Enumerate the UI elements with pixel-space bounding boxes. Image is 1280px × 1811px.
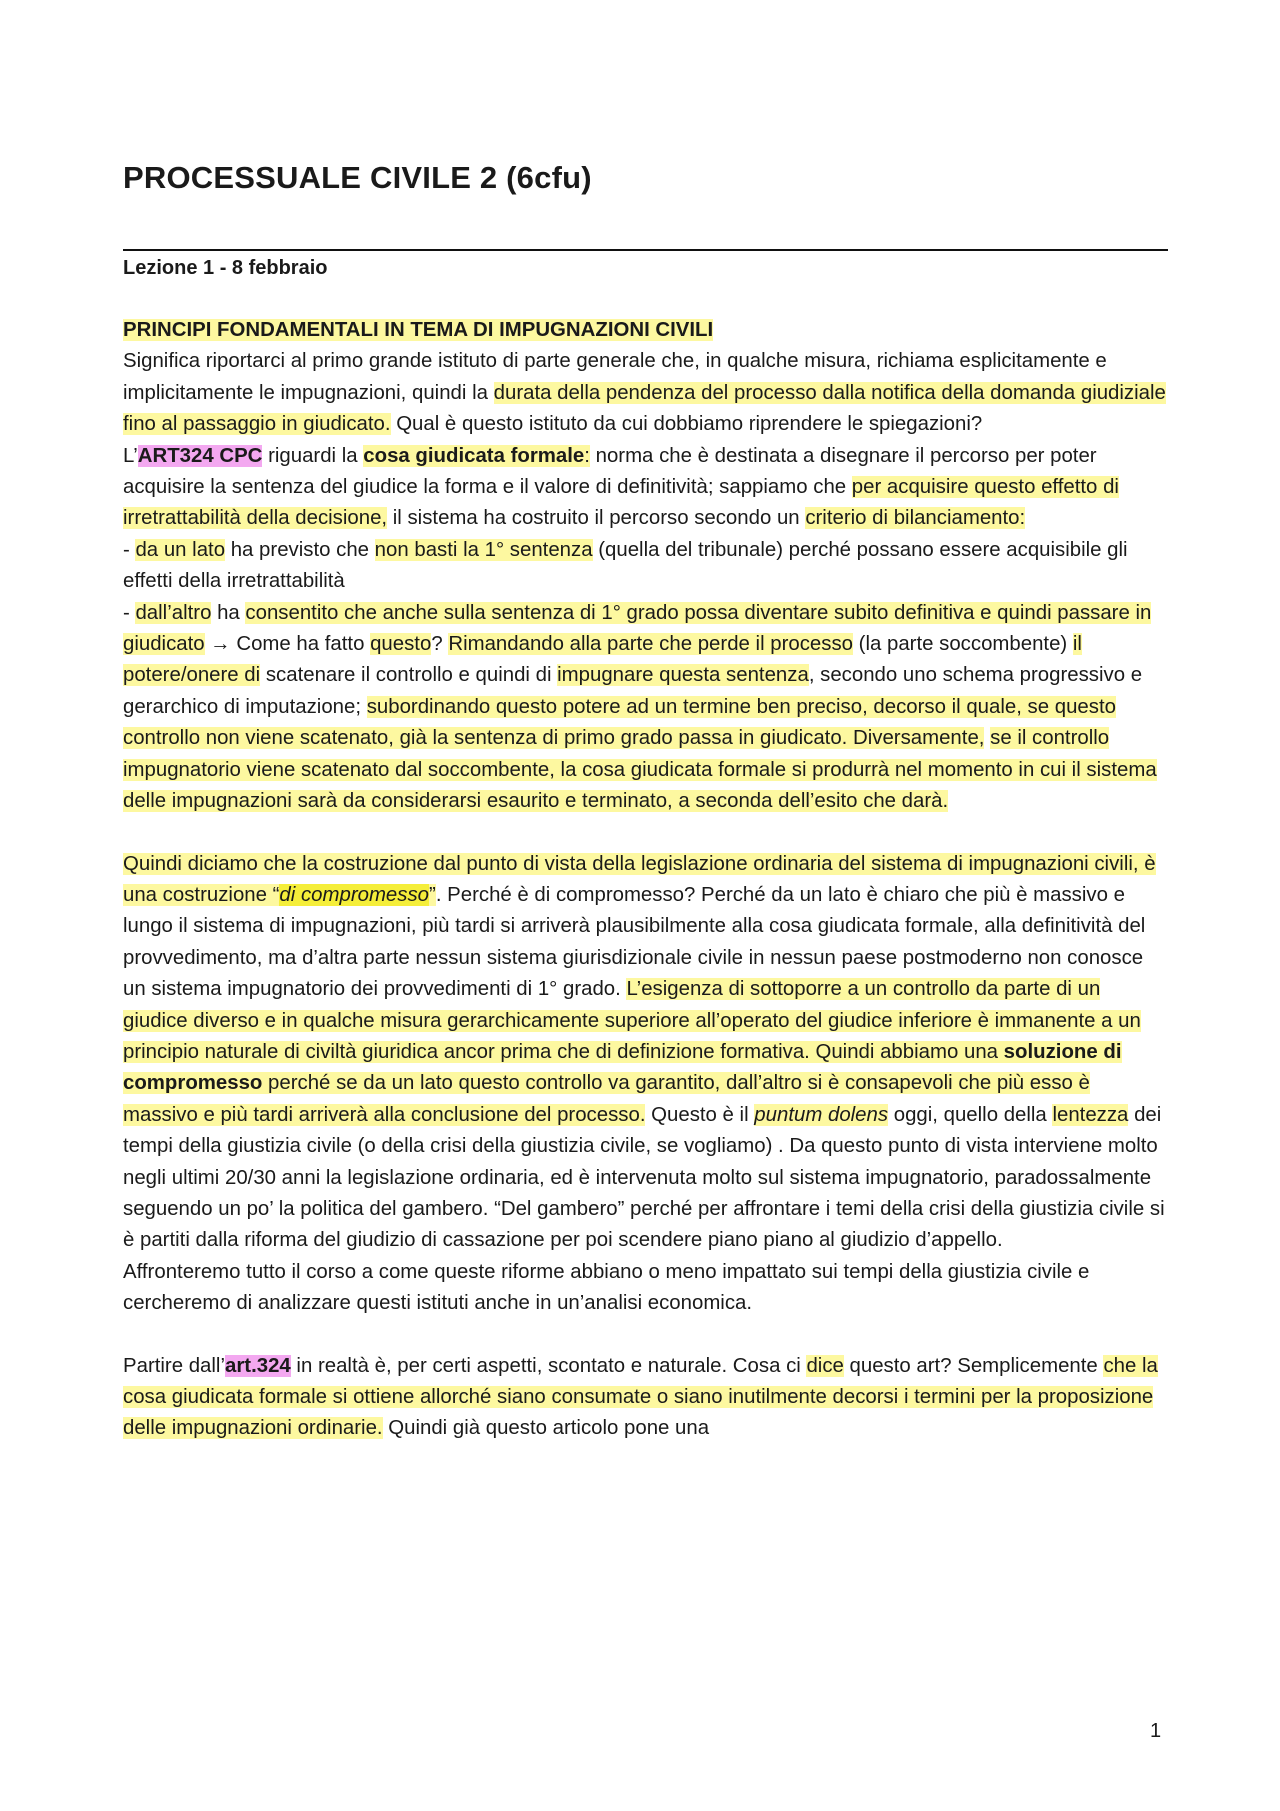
highlight-span: perché se da un lato questo controllo va garantito, dall’altro si è consapevoli che più esso è massivo e più tardi arriverà alla conclusione del processo.: [123, 1072, 1090, 1126]
highlight-span: criterio di bilanciamento:: [805, 507, 1026, 530]
highlight-span: non basti la 1° sentenza: [374, 538, 593, 561]
text-span: (la parte soccombente): [853, 633, 1073, 656]
paragraph-compromise: [123, 849, 1168, 1257]
lesson-heading: Lezione 1 - 8 febbraio: [123, 257, 328, 279]
text-span: -: [123, 538, 136, 561]
highlight-span: :: [584, 444, 590, 467]
text-span: Questo è il: [645, 1103, 755, 1126]
paragraph-art324-detail: [123, 1351, 1168, 1445]
text-span: norma che è destinata a disegnare il percorso per poter acquisire la sentenza del giudice la forma e il valore di definitività; sappiamo che: [123, 444, 1097, 499]
highlight-span: che la cosa giudicata formale si ottiene allorché siano consumate o siano inutilmente decorsi i termini per la proposizione delle impugnazioni ordinarie.: [123, 1354, 1158, 1440]
section-heading: PRINCIPI FONDAMENTALI IN TEMA DI IMPUGNAZIONI CIVILI: [123, 319, 714, 341]
highlight-span: L’esigenza di sottoporre a un controllo da parte di un giudice diverso e in qualche misura gerarchicamente superiore all’operato del giudice inferiore è immanente a un principio naturale di civiltà giuridica ancor prima che di definizione formativa. Quindi abbiamo una: [123, 978, 1141, 1063]
highlight-span: questo: [370, 633, 432, 656]
paragraph-intro: [123, 315, 1168, 441]
highlight-span: dice: [806, 1354, 844, 1377]
text-span: -: [123, 601, 136, 624]
bold-term: cosa giudicata formale: [363, 444, 585, 467]
page-number: 1: [1150, 1720, 1162, 1742]
highlight-span: se il controllo impugnatorio viene scatenato dal soccombente, la cosa giudicata formale si produrrà nel momento in cui il sistema delle impugnazioni sarà da considerarsi esaurito e terminato, a seconda dell’esito che darà.: [123, 727, 1157, 813]
bold-term: soluzione di compromesso: [123, 1040, 1122, 1095]
document-body: [123, 315, 1168, 1445]
highlight-span: impugnare questa sentenza: [557, 664, 809, 687]
highlight-span: dall’altro: [135, 601, 212, 624]
paragraph-gap: [123, 1320, 1168, 1351]
text-span: oggi, quello della: [888, 1103, 1053, 1126]
text-span: , secondo uno schema progressivo e gerarchico di imputazione;: [123, 664, 1143, 718]
paragraph-course: Affronteremo tutto il corso a come queste riforme abbiano o meno impattato sui tempi della giustizia civile e cercheremo di analizzare questi istituti anche in un’analisi economica.: [123, 1260, 1090, 1315]
article-reference: ART324 CPC: [137, 444, 263, 467]
highlight-span: lentezza: [1052, 1103, 1129, 1126]
text-span: scatenare il controllo e quindi di: [260, 664, 558, 687]
highlight-span: Quindi diciamo che la costruzione dal punto di vista della legislazione ordinaria del sistema di impugnazioni civili, è una costruzione “: [123, 852, 1156, 906]
text-span: L’: [123, 444, 138, 467]
text-span: . Perché è di compromesso? Perché da un lato è chiaro che più è massivo e lungo il sistema di impugnazioni, più tardi si arriverà plausibilmente alla cosa giudicata formale, alla definitività del provvedimento, ma d’altra parte nessun sistema giurisdizionale civile in nessun paese postmoderno non conosce un sistema impugnatorio dei provvedimenti di 1° grado.: [123, 883, 1146, 1001]
text-span: Qual è questo istituto da cui dobbiamo riprendere le spiegazioni?: [390, 413, 983, 436]
text-span: Partire dall’: [123, 1354, 225, 1377]
highlight-span: ”: [429, 883, 436, 906]
italic-term: puntum dolens: [754, 1103, 889, 1126]
list-item: [123, 535, 1168, 598]
italic-term: di compromesso: [279, 883, 430, 906]
list-item: [123, 598, 1168, 818]
text-span: ?: [431, 633, 449, 656]
highlight-span: Rimandando alla parte che perde il processo: [448, 633, 854, 656]
text-span: in realtà è, per certi aspetti, scontato e naturale. Cosa ci: [290, 1354, 807, 1377]
paragraph-art324: [123, 441, 1168, 535]
text-span: ha: [211, 601, 246, 624]
text-span: ha previsto che: [225, 538, 375, 561]
text-span: Significa riportarci al primo grande istituto di parte generale che, in qualche misura, richiama esplicitamente e implicitamente le impugnazioni, quindi la: [123, 350, 1107, 404]
highlight-span: consentito che anche sulla sentenza di 1° grado possa diventare subito definitiva e quindi passare in giudicato: [123, 601, 1152, 656]
article-reference: art.324: [225, 1354, 291, 1377]
highlight-span: da un lato: [135, 538, 226, 561]
highlight-span: durata della pendenza del processo dalla notifica della domanda giudiziale fino al passaggio in giudicato.: [123, 381, 1166, 436]
text-span: dei tempi della giustizia civile (o della crisi della giustizia civile, se vogliamo) . Da questo punto di vista interviene molto negli ultimi 20/30 anni la legislazione ordinaria, ed è intervenuta molto sul sistema impugnatorio, paradossalmente seguendo un po’ la politica del gambero. “Del gambero” perché per affrontare i temi della crisi della giustizia civile si è partiti dalla riforma del giudizio di cassazione per poi scendere piano piano al giudizio d’appello.: [123, 1103, 1165, 1252]
text-span: il sistema ha costruito il percorso secondo un: [387, 507, 806, 530]
text-span: riguardi la: [262, 444, 364, 467]
paragraph-gap: [123, 818, 1168, 849]
page-title: PROCESSUALE CIVILE 2 (6cfu): [123, 160, 592, 195]
text-span: → Come ha fatto: [204, 633, 371, 656]
highlight-span: il potere/onere di: [123, 633, 1082, 687]
divider: [123, 249, 1168, 251]
highlight-span: subordinando questo potere ad un termine ben preciso, decorso il quale, se questo controllo non viene scatenato, già la sentenza di primo grado passa in giudicato. Diversamente,: [123, 695, 1116, 750]
highlight-span: per acquisire questo effetto di irretrattabilità della decisione,: [123, 476, 1119, 530]
text-span: (quella del tribunale) perché possano essere acquisibile gli effetti della irretrattabilità: [123, 538, 1128, 593]
text-span: questo art? Semplicemente: [843, 1354, 1104, 1377]
text-span: Quindi già questo articolo pone una: [382, 1417, 710, 1440]
